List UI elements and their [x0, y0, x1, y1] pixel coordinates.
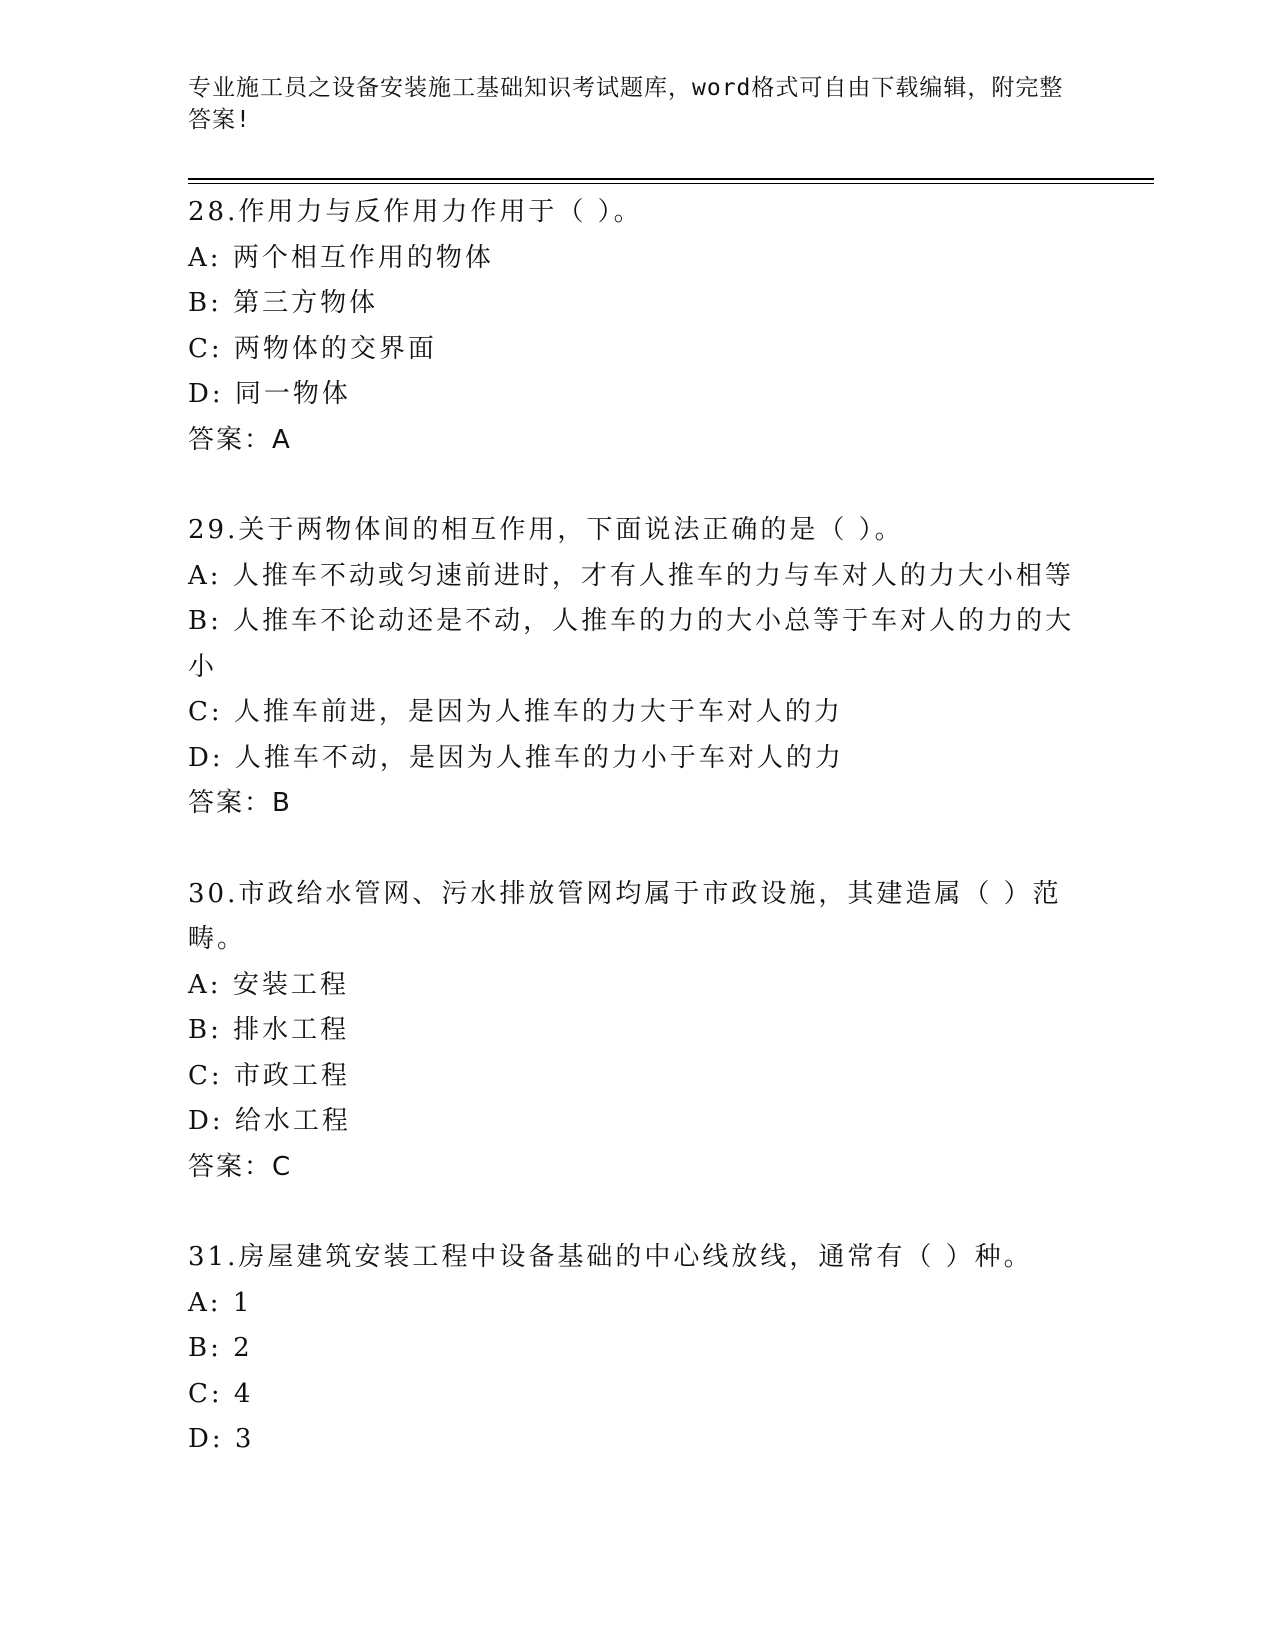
option-key: A: — [188, 1287, 222, 1318]
option-d — [188, 372, 1078, 418]
answer-line: 答案：A — [188, 424, 292, 455]
question-list — [188, 190, 1078, 1508]
option-key: B: — [188, 606, 222, 636]
option-key: B: — [188, 1333, 222, 1363]
option-key: C: — [188, 1060, 223, 1091]
question-28 — [188, 190, 1078, 463]
option-text: 2 — [233, 1333, 253, 1363]
option-key: A: — [188, 242, 222, 273]
option-d — [188, 1099, 1078, 1145]
option-key: B: — [188, 1015, 222, 1045]
option-text: 4 — [233, 1378, 254, 1409]
option-key: C: — [188, 333, 223, 364]
option-key: C: — [188, 697, 223, 727]
option-key: B: — [188, 288, 222, 318]
option-text: 人推车前进，是因为人推车的力大于车对人的力 — [233, 697, 843, 727]
option-text: 第三方物体 — [233, 288, 379, 318]
option-key: D: — [188, 379, 224, 409]
option-key: A: — [188, 560, 222, 591]
option-text: 人推车不动或匀速前进时，才有人推车的力与车对人的力大小相等 — [232, 560, 1074, 591]
option-c — [188, 690, 1078, 736]
question-30 — [188, 872, 1078, 1191]
option-text: 市政工程 — [233, 1060, 350, 1091]
option-text: 两个相互作用的物体 — [232, 242, 494, 273]
option-b — [188, 1008, 1078, 1054]
option-a — [188, 963, 1078, 1009]
option-key: D: — [188, 742, 224, 773]
option-a — [188, 236, 1078, 282]
header-divider-thick — [188, 178, 1154, 180]
option-text: 两物体的交界面 — [233, 333, 437, 364]
option-b — [188, 1326, 1078, 1372]
option-text: 给水工程 — [234, 1106, 351, 1136]
option-d — [188, 736, 1078, 782]
option-b — [188, 599, 1078, 690]
document-header: 专业施工员之设备安装施工基础知识考试题库，word格式可自由下载编辑，附完整答案! — [188, 75, 1064, 133]
answer-line: 答案：B — [188, 788, 292, 818]
option-text: 人推车不论动还是不动，人推车的力的大小总等于车对人的力的大小 — [188, 606, 1075, 682]
option-key: D: — [188, 1106, 224, 1136]
option-a — [188, 554, 1078, 600]
question-stem: 31.房屋建筑安装工程中设备基础的中心线放线，通常有（ ）种。 — [188, 1242, 1033, 1272]
option-c — [188, 1372, 1078, 1418]
header-divider-thin — [188, 183, 1154, 184]
option-d — [188, 1417, 1078, 1463]
option-text: 排水工程 — [233, 1015, 350, 1045]
option-key: C: — [188, 1378, 223, 1409]
option-text: 3 — [234, 1424, 255, 1454]
option-c — [188, 327, 1078, 373]
option-text: 人推车不动，是因为人推车的力小于车对人的力 — [234, 742, 844, 773]
question-stem: 29.关于两物体间的相互作用，下面说法正确的是（ ）。 — [188, 515, 904, 545]
option-text: 1 — [232, 1287, 253, 1318]
question-stem: 28.作用力与反作用力作用于（ ）。 — [188, 197, 643, 227]
question-29 — [188, 508, 1078, 827]
option-text: 安装工程 — [232, 969, 349, 1000]
option-a — [188, 1281, 1078, 1327]
question-stem: 30.市政给水管网、污水排放管网均属于市政设施，其建造属（ ）范畴。 — [188, 878, 1062, 954]
option-c — [188, 1054, 1078, 1100]
option-key: A: — [188, 969, 222, 1000]
question-31 — [188, 1235, 1078, 1463]
option-text: 同一物体 — [234, 379, 351, 409]
option-key: D: — [188, 1424, 224, 1454]
answer-line: 答案：C — [188, 1151, 293, 1182]
option-b — [188, 281, 1078, 327]
